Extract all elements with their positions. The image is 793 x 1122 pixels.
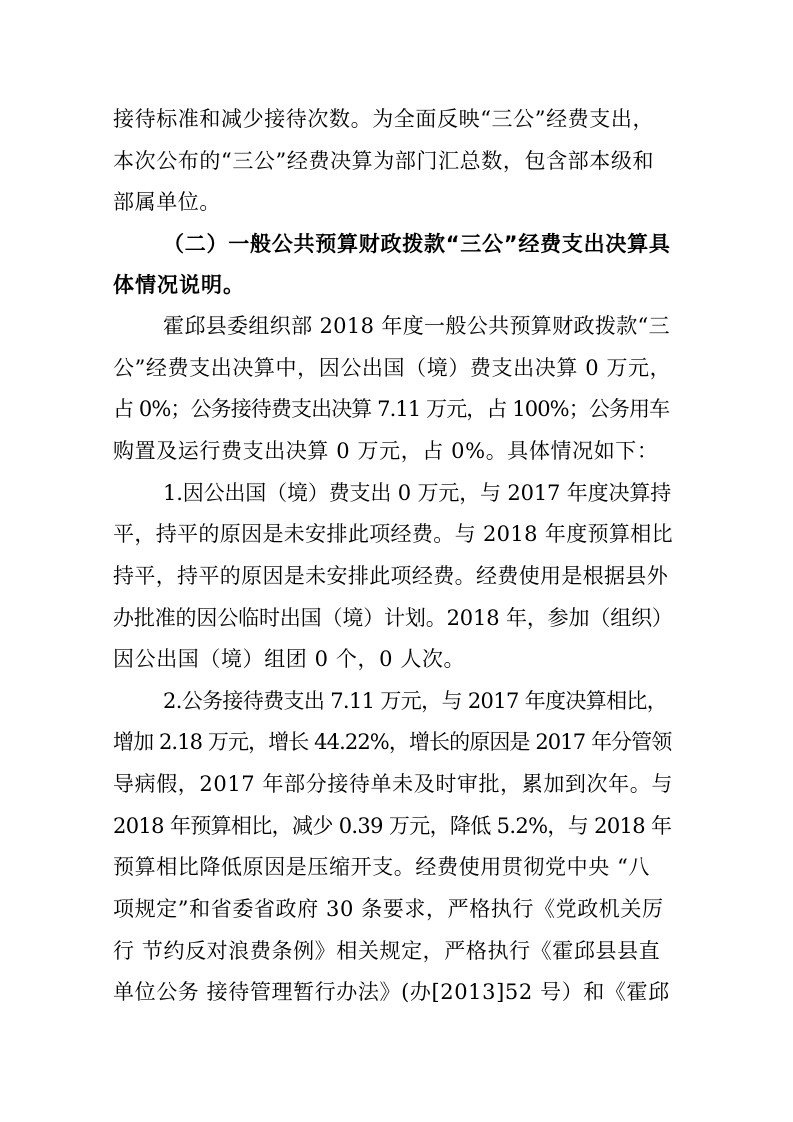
section-heading-line-1: （二）一般公共预算财政拨款“三公”经费支出决算具	[163, 232, 671, 256]
body-line-20: 项规定”和省委省政府 30 条要求，严格执行《党政机关厉	[113, 897, 664, 921]
body-line-3: 部属单位。	[113, 190, 221, 214]
body-line-10: 1.因公出国（境）费支出 0 万元，与 2017 年度决算持	[163, 481, 672, 505]
body-line-8: 占 0%；公务接待费支出决算 7.11 万元，占 100%；公务用车	[113, 397, 670, 421]
body-line-12: 持平，持平的原因是未安排此项经费。经费使用是根据县外	[113, 564, 669, 588]
section-heading-line-2: 体情况说明。	[113, 273, 245, 297]
body-line-2: 本次公布的“三公”经费决算为部门汇总数，包含部本级和	[113, 149, 655, 173]
body-line-21: 行 节约反对浪费条例》相关规定，严格执行《霍邱县县直	[113, 939, 661, 963]
body-line-18: 2018 年预算相比，减少 0.39 万元，降低 5.2%，与 2018 年	[113, 814, 672, 838]
body-line-6: 霍邱县委组织部 2018 年度一般公共预算财政拨款“三	[163, 314, 670, 338]
body-line-9: 购置及运行费支出决算 0 万元，占 0%。具体情况如下：	[113, 439, 659, 463]
body-line-1: 接待标准和减少接待次数。为全面反映“三公”经费支出，	[113, 107, 655, 131]
body-line-15: 2.公务接待费支出 7.11 万元，与 2017 年度决算相比，	[163, 689, 668, 713]
body-line-7: 公”经费支出决算中，因公出国（境）费支出决算 0 万元，	[113, 356, 672, 380]
body-line-19: 预算相比降低原因是压缩开支。经费使用贯彻党中央 “八	[113, 855, 651, 879]
body-line-17: 导病假，2017 年部分接待单未及时审批，累加到次年。与	[113, 772, 673, 796]
body-line-16: 增加 2.18 万元，增长 44.22%，增长的原因是 2017 年分管领	[113, 730, 672, 754]
body-line-11: 平，持平的原因是未安排此项经费。与 2018 年度预算相比	[113, 522, 673, 546]
body-line-22: 单位公务 接待管理暂行办法》(办[2013]52 号）和《霍邱	[113, 980, 670, 1004]
body-line-14: 因公出国（境）组团 0 个，0 人次。	[113, 647, 466, 671]
body-line-13: 办批准的因公临时出国（境）计划。2018 年，参加（组织）	[113, 606, 673, 630]
